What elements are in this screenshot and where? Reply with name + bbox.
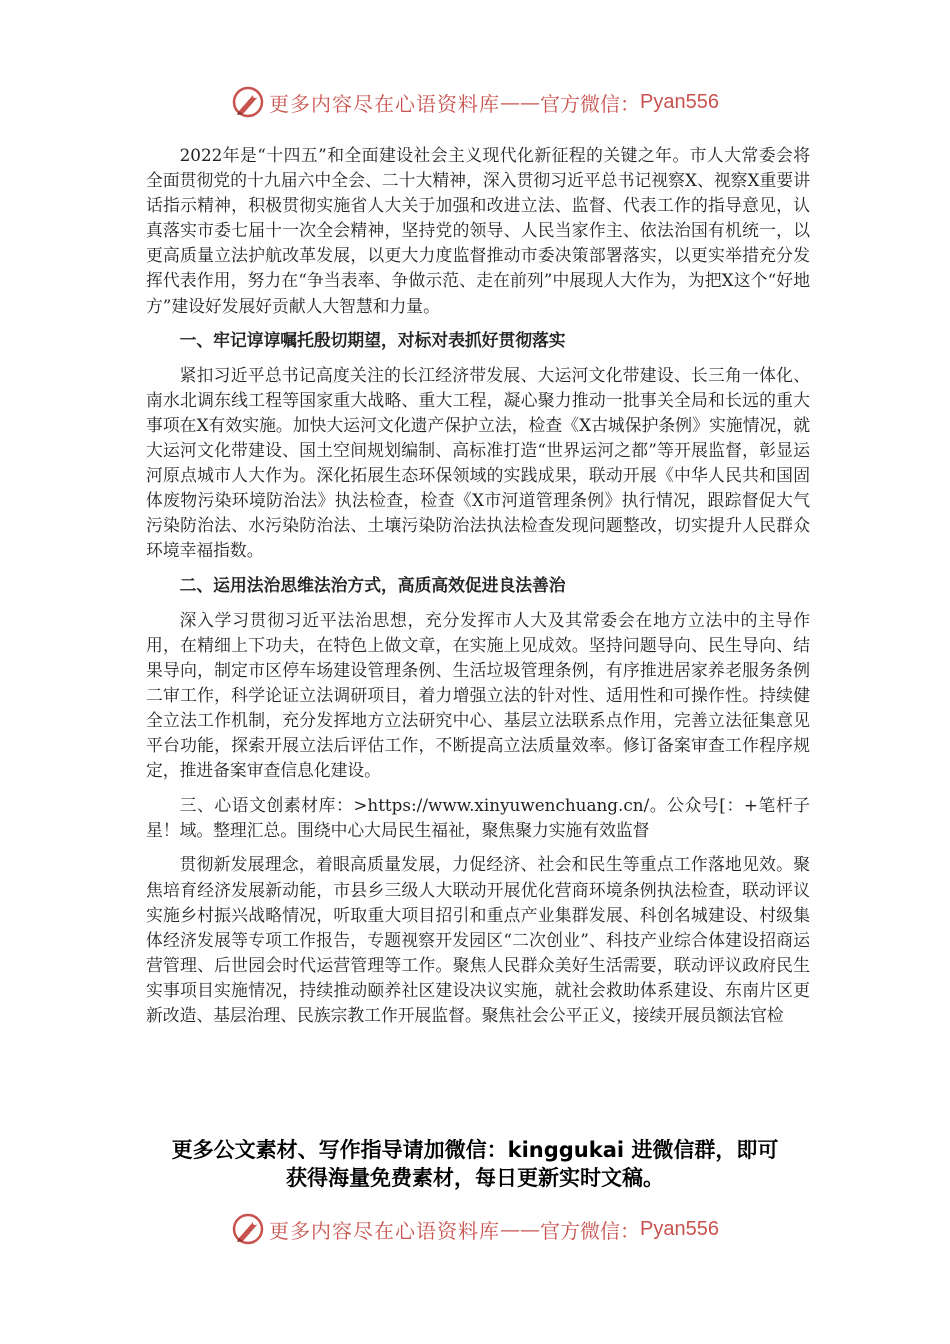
banner-contact-label: 官方微信： [540,91,641,116]
banner-wechat-id: Pyan556 [640,90,719,113]
section-3-heading-line: 三、心语文创素材库：>https://www.xinyuwenchuang.cn/。公众号[：+笔杆子星！域。整理汇总。围绕中心大局民生福祉，聚焦聚力实施有效监督 [146,794,810,840]
banner-separator: —— [500,90,541,114]
section-2-heading: 二、运用法治思维法治方式，高质高效促进良法善治 [179,575,566,595]
banner-wechat-id: Pyan556 [640,1217,719,1240]
promo-line-1: 更多公文素材、写作指导请加微信：kinggukai 进微信群，即可 [171,1138,779,1162]
section-2-paragraph: 深入学习贯彻习近平法治思想，充分发挥市人大及其常委会在地方立法中的主导作用，在精细上下功夫，在特色上做文章，在实施上见成效。坚持问题导向、民生导向、结果导向，制定市区停车场建设管理条例、生活垃圾管理条例，有序推进居家养老服务条例二审工作，科学论证立法调研项目，着力增强立法的针对性、适用性和可操作性。持续健全立法工作机制，充分发挥地方立法研究中心、基层立法联系点作用，完善立法征集意见平台功能，探索开展立法后评估工作，不断提高立法质量效率。修订备案审查工作程序规定，推进备案审查信息化建设。 [146,609,810,781]
banner-separator: —— [500,1217,541,1241]
promo-line-2: 获得海量免费素材，每日更新实时文稿。 [286,1166,664,1190]
promo-notice [120,1136,830,1192]
banner-brand: 更多内容尽在心语资料库 [269,91,501,116]
section-1-paragraph: 紧扣习近平总书记高度关注的长江经济带发展、大运河文化带建设、长三角一体化、南水北调东线工程等国家重大战略、重大工程，凝心聚力推动一批事关全局和长远的重大事项在X有效实施。加快大运河文化遗产保护立法，检查《X古城保护条例》实施情况，就大运河文化带建设、国土空间规划编制、高标准打造“世界运河之都”等开展监督，彰显运河原点城市人大作为。深化拓展生态环保领域的实践成果，联动开展《中华人民共和国固体废物污染环境防治法》执法检查，检查《X市河道管理条例》执行情况，跟踪督促大气污染防治法、水污染防治法、土壤污染防治法执法检查发现问题整改，切实提升人民群众环境幸福指数。 [146,364,810,561]
banner-brand: 更多内容尽在心语资料库 [269,1218,501,1243]
fountain-pen-logo-icon [231,85,265,119]
section-1-heading: 一、牢记谆谆嘱托殷切期望，对标对表抓好贯彻落实 [179,330,566,351]
header-banner [0,82,950,122]
intro-paragraph: 2022年是“十四五”和全面建设社会主义现代化新征程的关键之年。市人大常委会将全面贯彻党的十九届六中全会、二十大精神，深入贯彻习近平总书记视察X、视察X重要讲话指示精神，积极贯彻实施省人大关于加强和改进立法、监督、代表工作的指导意见，认真落实市委七届十一次全会精神，坚持党的领导、人民当家作主、依法治国有机统一，以更高质量立法护航改革发展，以更大力度监督推动市委决策部署落实，以更实举措充分发挥代表作用，努力在“争当表率、争做示范、走在前列”中展现人大作为，为把X这个“好地方”建设好发展好贡献人大智慧和力量。 [146,145,810,316]
banner-contact-label: 官方微信： [540,1218,641,1243]
section-3-paragraph: 贯彻新发展理念，着眼高质量发展，力促经济、社会和民生等重点工作落地见效。聚焦培育经济发展新动能，市县乡三级人大联动开展优化营商环境条例执法检查，联动评议实施乡村振兴战略情况，听取重大项目招引和重点产业集群发展、科创名城建设、村级集体经济发展等专项工作报告，专题视察开发园区“二次创业”、科技产业综合体建设招商运营管理、后世园会时代运营管理等工作。聚焦人民群众美好生活需要，联动评议政府民生实事项目实施情况，持续推动颐养社区建设决议实施，就社会救助体系建设、东南片区更新改造、基层治理、民族宗教工作开展监督。聚焦社会公平正义，接续开展员额法官检 [146,854,810,1025]
fountain-pen-logo-icon [231,1212,265,1246]
footer-banner [0,1209,950,1249]
document-body [146,143,810,1028]
